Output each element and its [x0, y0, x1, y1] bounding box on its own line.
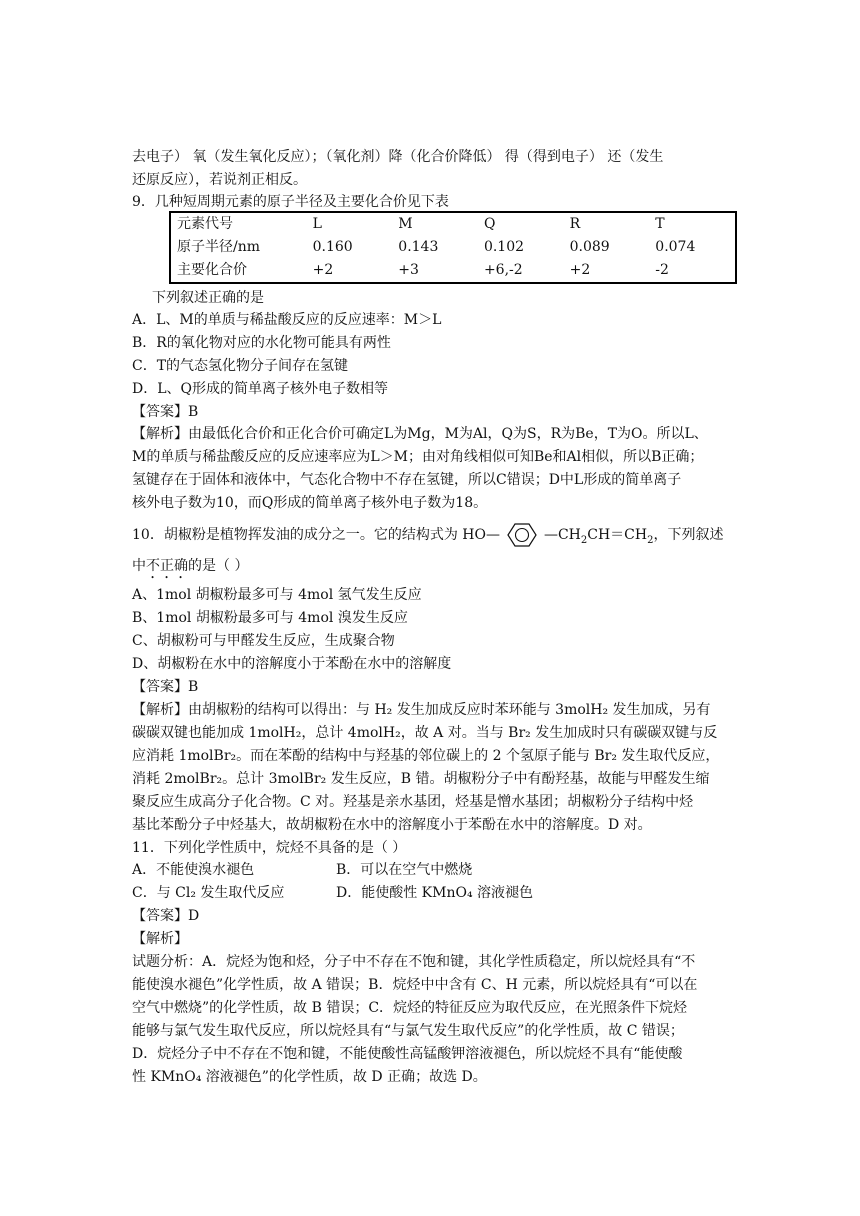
option-c: C．T的气态氢化物分子间存在氢键 [132, 358, 349, 374]
intro-line: 去电子） 氧（发生氧化反应）；（氧化剂）降（化合价降低） 得（得到电子） 还（发生 [132, 149, 664, 165]
analysis-line: 应消耗 1molBr₂。而在苯酚的结构中与羟基的邻位碳上的 2 个氢原子能与 Br₂ 发生取代反应， [132, 748, 720, 764]
stem-text: 的是（ ） [188, 558, 249, 574]
option-d: D、胡椒粉在水中的溶解度小于苯酚在水中的溶解度 [132, 656, 452, 672]
analysis-line: 性 KMnO₄ 溶液褪色”的化学性质，故 D 正确；故选 D。 [132, 1069, 487, 1085]
stem-text: ，下列叙述 [653, 527, 724, 543]
element-table [169, 211, 737, 284]
analysis-line: 碳碳双键也能加成 1molH₂，总计 4molH₂，故 A 对。当与 Br₂ 发生加成时只有碳碳双键与反 [132, 725, 718, 741]
table-row [170, 212, 736, 236]
option-b: B．R的氧化物对应的水化物可能具有两性 [132, 335, 391, 351]
table-cell: Q [483, 216, 496, 232]
analysis-heading: 【解析】 [132, 931, 188, 947]
option-a: A．L、M的单质与稀盐酸反应的反应速率：M＞L [132, 312, 442, 328]
table-cell: 0.074 [655, 239, 696, 255]
analysis-line: 能够与氯气发生取代反应，所以烷烃具有“与氯气发生取代反应”的化学性质，故 C 错误； [132, 1023, 684, 1039]
table-cell: 元素代号 [177, 216, 233, 232]
question-10-stem: 10．胡椒粉是植物挥发油的成分之一。它的结构式为 HO— $—CH_2CH=CH_2$，下列叙述 [132, 521, 723, 549]
analysis-line: 基比苯酚分子中烃基大，故胡椒粉在水中的溶解度小于苯酚在水中的溶解度。D 对。 [132, 817, 652, 833]
analysis-line: 消耗 2molBr₂。总计 3molBr₂ 发生反应，B 错。胡椒粉分子中有酚羟基，故能与甲醛发生缩 [132, 771, 710, 787]
intro-line: 还原反应），若说剂正相反。 [132, 172, 307, 188]
table-row [170, 236, 736, 259]
option-a: A、1mol 胡椒粉最多可与 4mol 氢气发生反应 [132, 587, 422, 603]
emphasized-text: 不正确 [146, 558, 188, 574]
answer: 【答案】B [132, 404, 199, 420]
answer: 【答案】D [132, 908, 200, 924]
analysis-line: 核外电子数为10，而Q形成的简单离子核外电子数为18。 [132, 495, 488, 511]
analysis-line: 试题分析：A．烷烃为饱和烃，分子中不存在不饱和键，其化学性质稳定，所以烷烃具有“不 [132, 954, 696, 970]
analysis-line: 【解析】由最低化合价和正化合价可确定L为Mg，M为Al，Q为S，R为Be，T为O。所以L、 [132, 426, 708, 442]
analysis-line: 氢键存在于固体和液体中，气态化合物中不存在氢键，所以C错误；D中L形成的简单离子 [132, 472, 682, 488]
table-cell: +2 [312, 262, 334, 278]
question-11-stem: 11．下列化学性质中，烷烃不具备的是（ ） [132, 840, 407, 856]
stem-text: CH＝CH [587, 527, 648, 543]
table-cell: T [655, 216, 665, 232]
stem-text: —CH [543, 527, 581, 543]
table-row [170, 259, 736, 283]
stem-text: 10．胡椒粉是植物挥发油的成分之一。它的结构式为 HO— [132, 527, 500, 543]
table-cell: +2 [569, 262, 591, 278]
option-c: C、胡椒粉可与甲醛发生反应，生成聚合物 [132, 633, 395, 649]
benzene-ring-icon [500, 521, 544, 549]
option-b: B．可以在空气中燃烧 [336, 862, 473, 878]
question-9-stem: 9．几种短周期元素的原子半径及主要化合价见下表 [132, 194, 449, 210]
analysis-line: 空气中燃烧”的化学性质，故 B 错误；C．烷烃的特征反应为取代反应，在光照条件下烷烃 [132, 1000, 688, 1016]
analysis-line: 【解析】由胡椒粉的结构可以得出：与 H₂ 发生加成反应时苯环能与 3molH₂ 发生加成，另有 [132, 702, 711, 718]
analysis-line: 能使溴水褪色”化学性质，故 A 错误；B．烷烃中中含有 C、H 元素，所以烷烃具有“可以在 [132, 977, 698, 993]
stem-text: 中 [132, 558, 146, 574]
option-b: B、1mol 胡椒粉最多可与 4mol 溴发生反应 [132, 610, 408, 626]
table-cell: 0.102 [483, 239, 525, 255]
question-10-stem-line2 [132, 556, 248, 582]
table-cell: +3 [398, 262, 419, 278]
option-d: D．L、Q形成的简单离子核外电子数相等 [132, 381, 388, 397]
table-cell: 主要化合价 [177, 262, 247, 278]
analysis-line: 聚反应生成高分子化合物。C 对。羟基是亲水基团，烃基是憎水基团；胡椒粉分子结构中烃 [132, 794, 694, 810]
table-cell: 0.160 [312, 239, 353, 255]
option-a: A．不能使溴水褪色 [132, 862, 255, 878]
table-cell: +6,-2 [483, 262, 523, 278]
question-9-prompt: 下列叙述正确的是 [152, 290, 264, 306]
table-cell: 0.089 [569, 239, 610, 255]
answer: 【答案】B [132, 679, 199, 695]
option-c: C．与 Cl₂ 发生取代反应 [132, 885, 285, 901]
table-cell: 0.143 [398, 239, 439, 255]
table-cell: R [569, 216, 581, 232]
table-cell: L [312, 216, 322, 232]
analysis-line: D．烷烃分子中不存在不饱和键，不能使酸性高锰酸钾溶液褪色，所以烷烃不具有“能使酸 [132, 1046, 683, 1062]
table-cell: -2 [655, 262, 669, 278]
analysis-line: M的单质与稀盐酸反应的反应速率应为L＞M；由对角线相似可知Be和Al相似，所以B正确； [132, 449, 704, 465]
table-cell: 原子半径/nm [177, 239, 261, 255]
table-cell: M [398, 216, 413, 232]
option-d: D．能使酸性 KMnO₄ 溶液褪色 [336, 885, 534, 901]
